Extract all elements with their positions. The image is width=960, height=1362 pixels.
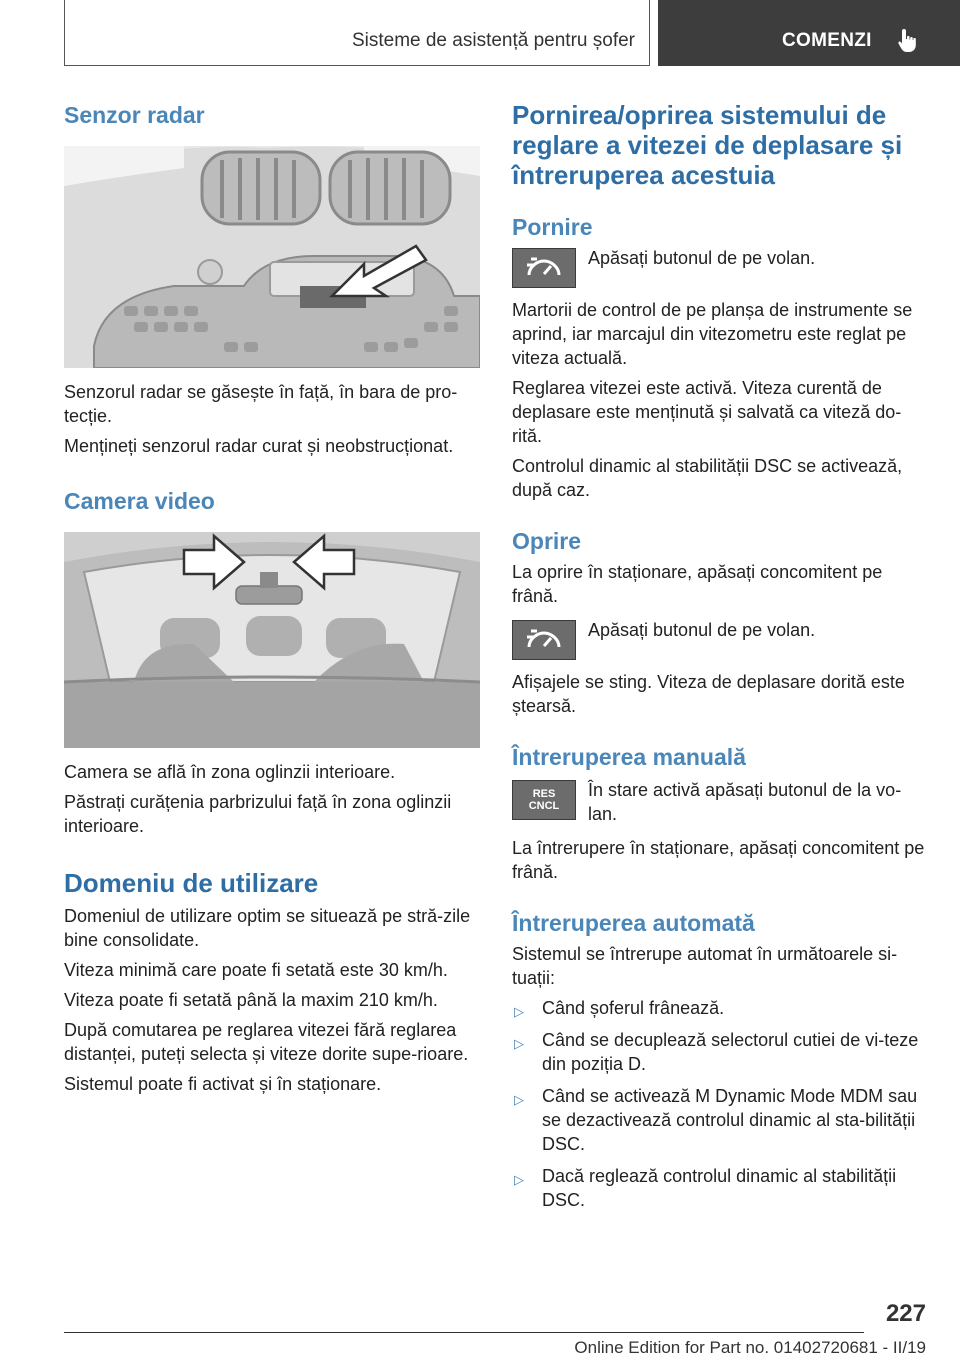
cncl-label: CNCL [528, 800, 560, 812]
stop-text-2: Afișajele se sting. Viteza de deplasare dorită este ștearsă. [512, 672, 905, 716]
radar-sensor-illustration [64, 146, 480, 368]
hand-pointer-icon [894, 26, 922, 54]
start-text-2: Reglarea vitezei este activă. Viteza curentă de deplasare este menținută și salvată ca viteză do‐rită. [512, 378, 902, 446]
cruise-control-button-image [512, 620, 576, 660]
stop-button-text: Apăsați butonul de pe volan. [588, 620, 816, 640]
chapter-tab [658, 0, 960, 66]
auto-bullet-list [512, 996, 928, 1212]
camera-illustration [64, 532, 480, 748]
start-heading: Pornire [512, 214, 593, 240]
list-item: ▷ Dacă reglează controlul dinamic al stabilității DSC. [514, 1166, 897, 1210]
triangle-bullet-icon: ▷ [514, 1172, 524, 1187]
camera-text-2: Păstrați curățenia parbrizului față în zona oglinzii interioare. [64, 792, 452, 836]
radar-text-1: Senzorul radar se găsește în față, în bara de pro‐tecție. [64, 382, 458, 426]
stop-heading: Oprire [512, 528, 582, 554]
list-item: ▷ Când se activează M Dynamic Mode MDM sau se dezactivează controlul dinamic al sta‐bilității DSC. [514, 1086, 918, 1154]
auto-heading: Întreruperea automată [512, 910, 755, 936]
range-text-5: Sistemul poate fi activat și în staționare. [64, 1074, 382, 1094]
cruise-control-icon [513, 249, 575, 287]
radar-heading: Senzor radar [64, 102, 205, 128]
radar-text-2: Mențineți senzorul radar curat și neobstrucționat. [64, 436, 454, 456]
stop-button-row [512, 618, 928, 666]
list-item: ▷ Când se decuplează selectorul cutiei de vi‐teze din poziția D. [514, 1030, 919, 1074]
start-button-row [512, 246, 928, 294]
footer-edition: Online Edition for Part no. 01402720681 - II/19 [574, 1338, 926, 1357]
cruise-control-icon [513, 621, 575, 659]
manual-button-text: În stare activă apăsați butonul de la vo‐lan. [588, 780, 902, 824]
left-column [64, 100, 480, 1096]
start-text-3: Controlul dinamic al stabilității DSC se activează, după caz. [512, 456, 903, 500]
section-tab [64, 0, 650, 66]
auto-text-1: Sistemul se întrerupe automat în următoarele si‐tuații: [512, 944, 898, 988]
range-text-4: După comutarea pe reglarea vitezei fără reglarea distanței, puteți selecta și viteze dorite supe‐rioare. [64, 1020, 469, 1064]
res-label: RES [532, 788, 556, 800]
res-cncl-button-image [512, 780, 576, 820]
cruise-control-button-image [512, 248, 576, 288]
start-button-text: Apăsați butonul de pe volan. [588, 248, 816, 268]
page-header [0, 0, 960, 66]
start-text-1: Martorii de control de pe planșa de instrumente se aprind, iar marcajul din vitezometru este reglat pe viteza actuală. [512, 300, 913, 368]
triangle-bullet-icon: ▷ [514, 1036, 524, 1051]
stop-text-1: La oprire în staționare, apăsați concomitent pe frână. [512, 562, 883, 606]
manual-text-1: La întrerupere în staționare, apăsați concomitent pe frână. [512, 838, 925, 882]
page-number: 227 [885, 1300, 926, 1327]
footer-divider [64, 1332, 864, 1333]
triangle-bullet-icon: ▷ [514, 1004, 524, 1019]
list-item: ▷ Când șoferul frânează. [512, 996, 928, 1020]
section-title: Sisteme de asistență pentru șofer [351, 30, 635, 51]
main-heading: Pornirea/oprirea sistemului de reglare a vitezei de deplasare și întreruperea acestuia [512, 100, 903, 190]
camera-text-1: Camera se află în zona oglinzii interioare. [64, 762, 396, 782]
range-text-3: Viteza poate fi setată până la maxim 210 km/h. [64, 990, 438, 1010]
chapter-title: COMENZI [782, 30, 872, 51]
range-text-1: Domeniul de utilizare optim se situează pe stră‐zile bine consolidate. [64, 906, 471, 950]
camera-heading: Camera video [64, 488, 215, 514]
range-heading: Domeniu de utilizare [64, 868, 319, 898]
triangle-bullet-icon: ▷ [514, 1092, 524, 1107]
manual-button-row [512, 778, 928, 832]
range-text-2: Viteza minimă care poate fi setată este 30 km/h. [64, 960, 448, 980]
right-column [512, 100, 928, 1220]
manual-heading: Întreruperea manuală [512, 744, 746, 770]
